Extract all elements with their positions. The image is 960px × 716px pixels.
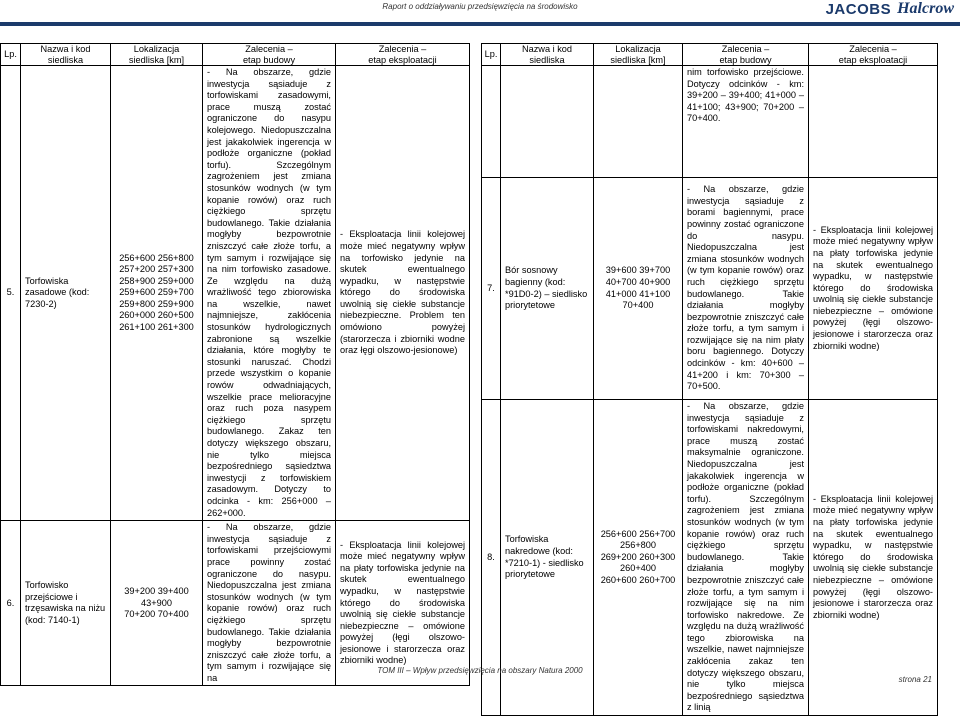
row-location: 256+600 256+700 256+800 269+200 260+300 260+400 260+600 260+700: [594, 400, 683, 716]
row-location: 39+600 39+700 40+700 40+900 41+000 41+100 70+400: [594, 178, 683, 400]
table-row: [1, 521, 470, 686]
column-header-lp: Lp.: [1, 44, 21, 66]
row-lp: 8.: [482, 400, 501, 716]
row-lp: [482, 66, 501, 178]
document-title: Raport o oddziaływaniu przedsięwzięcia na środowisko: [382, 2, 578, 11]
column-header-operation: Zalecenia – etap eksploatacji: [809, 44, 938, 66]
row-name: Torfowiska nakredowe (kod: *7210-1) - siedlisko priorytetowe: [501, 400, 594, 716]
table-row: [1, 66, 470, 521]
row-construction: - Na obszarze, gdzie inwestycja sąsiaduje z torfowiskami nakredowymi, prace muszą zostać maksymalnie ograniczone. Niedopuszczalna jest jakakolwiek ingerencja w podłoże organiczne (pokład torfu). Szczególnym zagrożeniem jest zmiana stosunków wodnych (w tym kopanie rowów) oraz ruch ciężkiego sprzętu budowlanego. Takie działania mogłyby bezpowrotnie zniszczyć całe złoże torfu, a tym samym i rozwijające się na nim torfowisko nakredowe. Ze względu na dużą wrażliwość tego zbiorowiska na wszelkie, nawet najmniejsze zakłócenia zakaz ten dotyczy większego obszaru, nie tylko miejsca bezpośredniego sąsiedztwa z linią: [683, 400, 809, 716]
row-name: [501, 66, 594, 178]
row-location: 39+200 39+400 43+900 70+200 70+400: [111, 521, 203, 686]
column-header-operation: Zalecenia – etap eksploatacji: [336, 44, 470, 66]
column-header-name: Nazwa i kod siedliska: [501, 44, 594, 66]
column-header-location: Lokalizacja siedliska [km]: [594, 44, 683, 66]
table-row: [482, 66, 938, 178]
row-location: [594, 66, 683, 178]
row-lp: 5.: [1, 66, 21, 521]
page-number: strona 21: [898, 675, 932, 684]
row-lp: 7.: [482, 178, 501, 400]
column-header-name: Nazwa i kod siedliska: [21, 44, 111, 66]
row-location: 256+600 256+800 257+200 257+300 258+900 259+000 259+600 259+700 259+800 259+900 260+000 260+500 261+100 261+300: [111, 66, 203, 521]
jacobs-logo: JACOBS: [825, 0, 892, 18]
recommendations-table-right: [481, 43, 938, 716]
logos: [826, 0, 954, 18]
row-construction: - Na obszarze, gdzie inwestycja sąsiaduje z torfowiskami zasadowymi, prace muszą zostać ograniczone do nasypu kolejowego. Niedopuszczalna jest jakakolwiek ingerencja w podłoże organiczne (pokład torfu). Szczególnym zagrożeniem jest zmiana stosunków wodnych (w tym kopanie rowów) oraz ruch ciężkiego sprzętu budowlanego. Takie działania mogłyby bezpowrotnie zniszczyć całe złoże torfu, a tym samym i rozwijające się na nim torfowisko zasadowe. Ze względu na dużą wrażliwość tego zbiorowiska na wszelkie, nawet najmniejsze, zakłócenia stosunków hydrologicznych zabronione są wszelkie działania, które mogłyby te stosunki naruszać. Chodzi przede wszystkim o kopanie rowów odwadniających, wszelkie prace melioracyjne oraz ruch poza nasypem ciężkiego sprzętu budowlanego. Zakaz ten dotyczy większego obszaru, nie tylko miejsca bezpośredniego sąsiedztwa inwestycji z torfowiskiem zasadowym. Dotyczy to odcinka - km: 256+000 – 262+000.: [203, 66, 336, 521]
row-operation: - Eksploatacja linii kolejowej może mieć negatywny wpływ na płaty torfowiska jedynie na skutek ewentualnego wypadku, w następstwie którego do środowiska uwolnią się ciekłe substancje niebezpieczne – omówione powyżej (łęgi olszowo-jesionowe i starorzecza oraz zbiorniki wodne): [336, 521, 470, 686]
column-header-construction: Zalecenia – etap budowy: [203, 44, 336, 66]
column-header-construction: Zalecenia – etap budowy: [683, 44, 809, 66]
table-header-row: [1, 44, 470, 66]
row-construction: - Na obszarze, gdzie inwestycja sąsiaduje z torfowiskami przejściowymi prace powinny zostać ograniczone do nasypu. Niedopuszczalna jest zmiana stosunków wodnych (w tym kopanie rowów) oraz ruch ciężkiego sprzętu budowlanego. Takie działania mogłyby bezpowrotnie zniszczyć całe złoże torfu, a tym samym i rozwijające się na: [203, 521, 336, 686]
header-rule: [0, 22, 960, 26]
row-operation: [809, 66, 938, 178]
halcrow-logo: Halcrow: [897, 0, 954, 17]
row-construction: - Na obszarze, gdzie inwestycja sąsiaduje z borami bagiennymi, prace powinny zostać ograniczone do nasypu. Niedopuszczalna jest zmiana stosunków wodnych (w tym kopanie rowów) oraz ruch ciężkiego sprzętu budowlanego. Takie działania mogłyby bezpowrotnie zniszczyć całe złoże torfu, a tym samym i rozwijające się na nim płaty boru bagiennego. Dotyczy odcinków - km: 40+600 – 41+200 i km: 70+300 – 70+500.: [683, 178, 809, 400]
table-header-row: [482, 44, 938, 66]
row-operation: - Eksploatacja linii kolejowej może mieć negatywny wpływ na płaty torfowiska jedynie na skutek ewentualnego wypadku, w następstwie którego do środowiska uwolnią się ciekłe substancje niebezpieczne – omówione powyżej (łęgi olszowo-jesionowe i starorzecza oraz zbiorniki wodne): [809, 400, 938, 716]
row-operation: - Eksploatacja linii kolejowej może mieć negatywny wpływ na torfowisko jedynie na skutek ewentualnego wypadku, w następstwie którego do środowiska uwolnią się ciekłe substancje niebezpieczne. Problem ten omówiono powyżej (starorzecza i zbiorniki wodne oraz łęgi olszowo-jesionowe): [336, 66, 470, 521]
table-row: [482, 178, 938, 400]
page-footer: TOM III – Wpływ przedsięwzięcia na obszary Natura 2000: [377, 666, 583, 675]
page-header: [0, 0, 960, 22]
row-construction: nim torfowisko przejściowe. Dotyczy odcinków - km: 39+200 – 39+400; 41+000 – 41+100; 43+900; 70+200 – 70+400.: [683, 66, 809, 178]
column-header-location: Lokalizacja siedliska [km]: [111, 44, 203, 66]
row-name: Torfowiska zasadowe (kod: 7230-2): [21, 66, 111, 521]
row-name: Bór sosnowy bagienny (kod: *91D0-2) – siedlisko priorytetowe: [501, 178, 594, 400]
row-name: Torfowisko przejściowe i trzęsawiska na niżu (kod: 7140-1): [21, 521, 111, 686]
row-lp: 6.: [1, 521, 21, 686]
column-header-lp: Lp.: [482, 44, 501, 66]
row-operation: - Eksploatacja linii kolejowej może mieć negatywny wpływ na płaty torfowiska jedynie na skutek ewentualnego wypadku, w następstwie którego do środowiska uwolnią się ciekłe substancje niebezpieczne – omówione powyżej (łęgi olszowo-jesionowe i starorzecza oraz zbiorniki wodne): [809, 178, 938, 400]
recommendations-table-left: [0, 43, 470, 686]
